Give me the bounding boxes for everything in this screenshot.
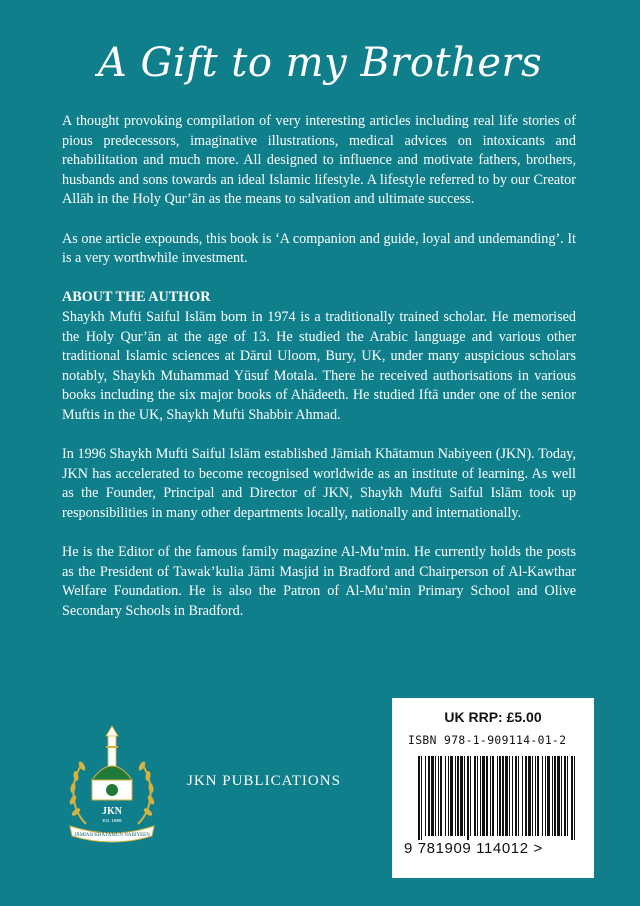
barcode-icon — [418, 756, 578, 840]
barcode-digits: 9 781909 114012 > — [404, 840, 543, 857]
logo-established: Est. 1996 — [102, 818, 122, 823]
author-paragraph: In 1996 Shaykh Mufti Saiful Islām established Jāmiah Khātamun Nabiyeen (JKN). Today, JKN has accelerated to become recognised worldwide as an institute of learning. As well as the Founder, Principal and Director of JKN, Shaykh Mufti Saiful Islām took up responsibilities in many other departments locally, nationally and internationally. — [62, 446, 576, 521]
price-label: UK RRP: £5.00 — [444, 709, 542, 725]
author-paragraph: He is the Editor of the famous family magazine Al-Mu’min. He currently holds the posts as the President of Tawak’kulia Jāmi Masjid in Bradford and Chairperson of Al-Kawthar Welfare Foundation. He is also the Patron of Al-Mu’min Primary School and Olive Secondary Schools in Bradford. — [62, 544, 576, 619]
isbn-number: ISBN 978-1-909114-01-2 — [408, 734, 567, 747]
logo-ribbon-text: JĀMIAH KHĀTAMUN NABIYEEN — [74, 833, 150, 838]
price-barcode-panel — [392, 698, 594, 878]
author-heading: ABOUT THE AUTHOR — [62, 289, 211, 306]
publisher-name: JKN PUBLICATIONS — [187, 773, 341, 789]
jkn-emblem-icon — [64, 724, 160, 844]
author-paragraph: Shaykh Mufti Saiful Islām born in 1974 is a traditionally trained scholar. He memorised the Holy Qur’ān at the age of 13. He studied the Arabic language and various other traditional Islamic sciences at Dārul Uloom, Bury, UK, under many auspicious scholars notably, Shaykh Muhammad Yūsuf Motala. There he received authorisations in various books including the six major books of Ahādeeth. He studied Iftā under one of the senior Muftis in the UK, Shaykh Mufti Shabbir Ahmad. — [62, 308, 576, 423]
back-cover-text — [62, 112, 576, 641]
book-title: A Gift to my Brothers — [97, 40, 543, 86]
logo-initials: JKN — [102, 806, 122, 817]
blurb-paragraph: As one article expounds, this book is ‘A companion and guide, loyal and undemanding’. It is a very worthwhile investment. — [62, 230, 576, 267]
blurb-paragraph: A thought provoking compilation of very interesting articles including real life stories of pious predecessors, imaginative illustrations, medical advices on intoxicants and rehabilitation and much more. All designed to influence and motivate fathers, brothers, husbands and sons towards an ideal Islamic lifestyle. A lifestyle referred to by our Creator Allāh in the Holy Qur’ān as the means to salvation and ultimate success. — [62, 113, 576, 208]
jkn-logo — [64, 724, 160, 844]
